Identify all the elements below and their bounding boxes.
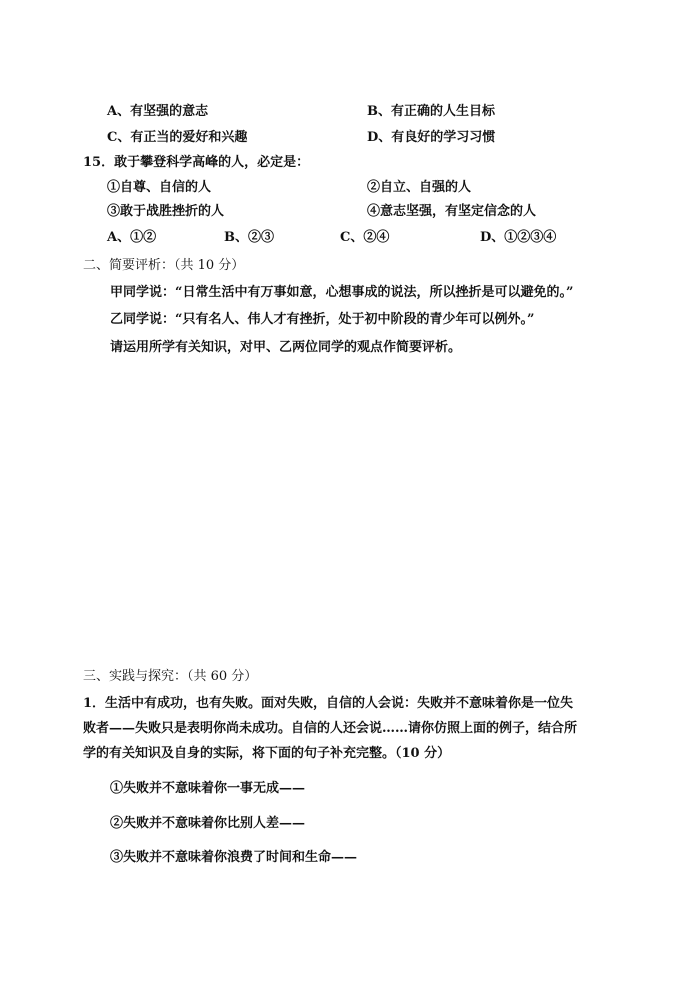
section3-heading: 三、实践与探究：（共 60 分） — [83, 669, 258, 684]
section2-statement-jia: 甲同学说：“日常生活中有万事如意，心想事成的说法，所以挫折是可以避免的。” — [110, 285, 574, 300]
section3-blank-3: ③失败并不意味着你浪费了时间和生命—— — [110, 850, 358, 865]
q14-option-d: D、有良好的学习习惯 — [367, 130, 496, 145]
section3-q1-line3: 学的有关知识及自身的实际，将下面的句子补充完整。（10 分） — [83, 746, 451, 761]
q14-option-b: B、有正确的人生目标 — [367, 104, 495, 119]
q15-item-3: ③敢于战胜挫折的人 — [107, 204, 225, 219]
q15-choice-b: B、②③ — [224, 230, 274, 245]
q14-option-a: A、有坚强的意志 — [107, 104, 209, 119]
q15-choice-c: C、②④ — [340, 230, 390, 245]
section3-q1-line1: 1．生活中有成功，也有失败。面对失败，自信的人会说：失败并不意味着你是一位失 — [83, 696, 574, 711]
section3-q1-line2: 败者——失败只是表明你尚未成功。自信的人还会说……请你仿照上面的例子，结合所 — [83, 721, 578, 736]
q15-choice-a: A、①② — [107, 230, 157, 245]
q15-stem: 15．敢于攀登科学高峰的人，必定是： — [83, 155, 310, 170]
q15-item-2: ②自立、自强的人 — [367, 180, 472, 195]
q14-option-c: C、有正当的爱好和兴趣 — [107, 130, 248, 145]
section3-blank-1: ①失败并不意味着你一事无成—— — [110, 781, 306, 796]
section2-statement-yi: 乙同学说：“只有名人、伟人才有挫折，处于初中阶段的青少年可以例外。” — [110, 312, 535, 327]
section3-blank-2: ②失败并不意味着你比别人差—— — [110, 816, 306, 831]
section2-heading: 二、简要评析：（共 10 分） — [83, 258, 245, 273]
q15-item-1: ①自尊、自信的人 — [107, 180, 212, 195]
q15-choice-d: D、①②③④ — [480, 230, 557, 245]
section2-instruction: 请运用所学有关知识，对甲、乙两位同学的观点作简要评析。 — [110, 340, 462, 355]
q15-item-4: ④意志坚强，有坚定信念的人 — [367, 204, 537, 219]
